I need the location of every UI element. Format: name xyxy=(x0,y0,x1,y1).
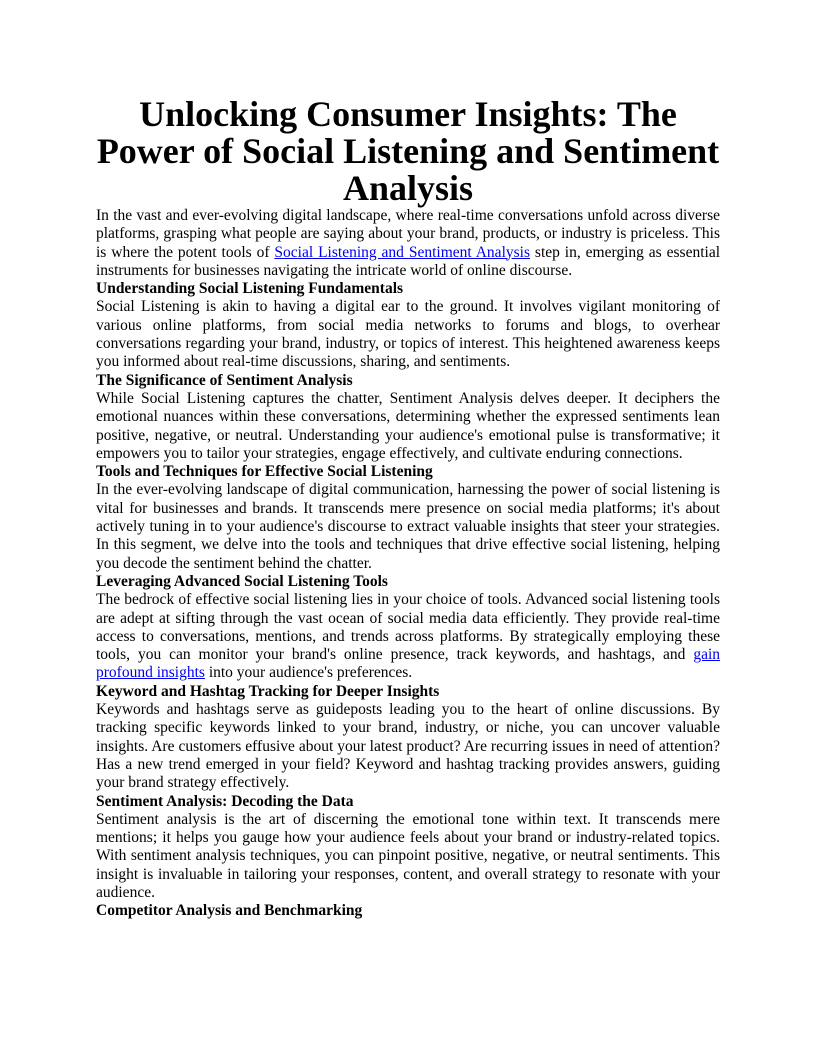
section-heading-fundamentals: Understanding Social Listening Fundamentals xyxy=(96,280,404,298)
section-heading-advanced-tools: Leveraging Advanced Social Listening Tools xyxy=(96,572,388,590)
advanced-tools-text-before: The bedrock of effective social listening lies in your choice of tools. Advanced social listening tools are adept at sifting through the vast ocean of social media data efficiently. They provide real-time access to conversations, mentions, and trends across platforms. By strategically employing these tools, you can monitor your brand's online presence, track keywords, and hashtags, and xyxy=(96,591,720,664)
advanced-tools-text-after: into your audience's preferences. xyxy=(204,664,413,682)
section-heading-competitor-analysis: Competitor Analysis and Benchmarking xyxy=(96,902,363,920)
section-paragraph-advanced-tools xyxy=(96,591,720,682)
section-paragraph-sentiment-significance: While Social Listening captures the chatter, Sentiment Analysis delves deeper. It deciphers the emotional nuances within these conversations, determining whether the expressed sentiments lean positive, negative, or neutral. Understanding your audience's emotional pulse is transformative; it empowers you to tailor your strategies, engage effectively, and cultivate enduring connections. xyxy=(96,389,720,462)
intro-text-after: step in, emerging as essential instruments for businesses navigating the intricate world of online discourse. xyxy=(96,243,720,279)
section-paragraph-fundamentals: Social Listening is akin to having a digital ear to the ground. It involves vigilant monitoring of various online platforms, from social media networks to forums and blogs, to overhear conversations regarding your brand, industry, or topics of interest. This heightened awareness keeps you informed about real-time discussions, sharing, and sentiments. xyxy=(96,298,720,371)
section-heading-keyword-tracking: Keyword and Hashtag Tracking for Deeper Insights xyxy=(96,682,440,700)
document-page xyxy=(96,96,720,921)
section-heading-sentiment-significance: The Significance of Sentiment Analysis xyxy=(96,371,353,389)
section-paragraph-keyword-tracking: Keywords and hashtags serve as guideposts leading you to the heart of online discussions. By tracking specific keywords linked to your brand, industry, or niche, you can uncover valuable insights. Are customers effusive about your latest product? Are recurring issues in need of attention? Has a new trend emerged in your field? Keyword and hashtag tracking provides answers, guiding your brand strategy effectively. xyxy=(96,701,720,792)
intro-paragraph xyxy=(96,207,720,280)
page-title: Unlocking Consumer Insights: The Power of Social Listening and Sentiment Analysis xyxy=(96,94,720,208)
section-paragraph-sentiment-decoding: Sentiment analysis is the art of discerning the emotional tone within text. It transcends mere mentions; it helps you gauge how your audience feels about your brand or industry-related topics. With sentiment analysis techniques, you can pinpoint positive, negative, or neutral sentiments. This insight is invaluable in tailoring your responses, content, and overall strategy to resonate with your audience. xyxy=(96,810,720,901)
gain-profound-insights-link[interactable]: gain profound insights xyxy=(96,646,720,682)
section-heading-tools-techniques: Tools and Techniques for Effective Social Listening xyxy=(96,463,433,481)
section-heading-sentiment-decoding: Sentiment Analysis: Decoding the Data xyxy=(96,792,354,810)
section-paragraph-tools-techniques: In the ever-evolving landscape of digital communication, harnessing the power of social listening is vital for businesses and brands. It transcends mere presence on social media platforms; it's about actively tuning in to your audience's discourse to extract valuable insights that steer your strategies. In this segment, we delve into the tools and techniques that drive effective social listening, helping you decode the sentiment behind the chatter. xyxy=(96,481,720,572)
social-listening-link[interactable]: Social Listening and Sentiment Analysis xyxy=(274,243,530,261)
intro-text-before: In the vast and ever-evolving digital landscape, where real-time conversations unfold across diverse platforms, grasping what people are saying about your brand, products, or industry is priceless. This is where the potent tools of xyxy=(96,207,720,261)
